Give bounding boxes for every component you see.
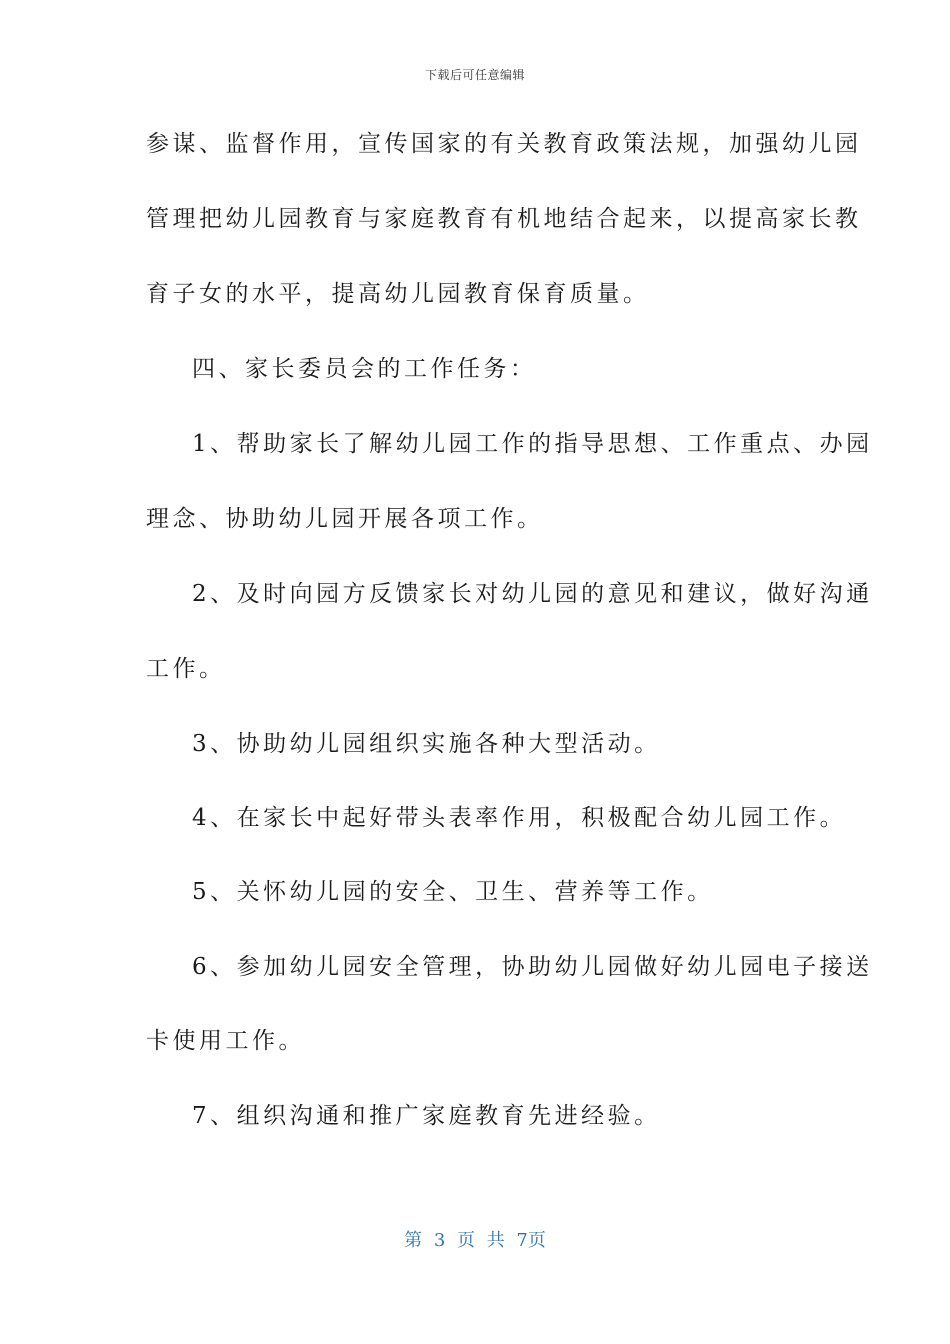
list-item: 4、在家长中起好带头表率作用，积极配合幼儿园工作。 — [192, 805, 847, 831]
list-item: 7、组织沟通和推广家庭教育先进经验。 — [192, 1103, 661, 1129]
list-item: 2、及时向园方反馈家长对幼儿园的意见和建议，做好沟通 — [192, 581, 873, 607]
page-number-footer: 第 3 页 共 7页 — [404, 1230, 546, 1251]
paragraph-line: 育子女的水平，提高幼儿园教育保育质量。 — [146, 281, 650, 307]
paragraph-line: 参谋、监督作用，宣传国家的有关教育政策法规，加强幼儿园 — [146, 131, 862, 157]
list-item-continuation: 理念、协助幼儿园开展各项工作。 — [146, 506, 544, 532]
list-item: 1、帮助家长了解幼儿园工作的指导思想、工作重点、办园 — [192, 431, 873, 457]
list-item-continuation: 卡使用工作。 — [146, 1028, 305, 1054]
header-note: 下载后可任意编辑 — [424, 68, 525, 82]
list-item-continuation: 工作。 — [146, 656, 226, 682]
section-heading: 四、家长委员会的工作任务： — [192, 356, 537, 382]
paragraph-line: 管理把幼儿园教育与家庭教育有机地结合起来，以提高家长教 — [146, 206, 862, 232]
list-item: 6、参加幼儿园安全管理，协助幼儿园做好幼儿园电子接送 — [192, 954, 873, 980]
list-item: 3、协助幼儿园组织实施各种大型活动。 — [192, 731, 661, 757]
list-item: 5、关怀幼儿园的安全、卫生、营养等工作。 — [192, 879, 714, 905]
